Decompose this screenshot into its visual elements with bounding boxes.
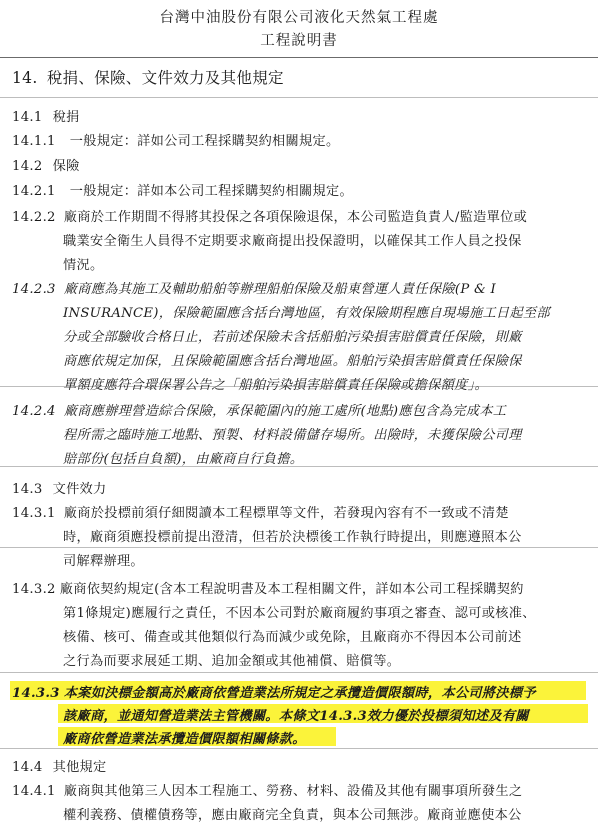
clause-continuation: 單額度應符合環保署公告之「船舶污染損害賠償責任保險或擔保額度」。	[63, 378, 488, 393]
clause-continuation: 賠部份(包括自負額)，由廠商自行負擔。	[63, 452, 304, 467]
clause-14-3-2: 14.3.2 廠商依契約規定(含本工程說明書及本工程相關文件，詳如本公司工程採購契約	[12, 582, 524, 597]
clause-continuation: 時，廠商須應投標前提出澄清，但若於決標後工作執行時提出，則應遵照本公	[63, 530, 522, 545]
clause-14-2-1: 14.2.1 一般規定：詳如本公司工程採購契約相關規定。	[12, 184, 353, 199]
clause-continuation: 權利義務、債權債務等，應由廠商完全負責，與本公司無涉。廠商並應使本公	[63, 808, 522, 823]
clause-14-1-1: 14.1.1 一般規定：詳如公司工程採購契約相關規定。	[12, 134, 340, 149]
subsection-heading-14-1: 14.1 稅捐	[12, 110, 80, 125]
clause-14-4-1: 14.4.1 廠商與其他第三人因本工程施工、勞務、材料、設備及其他有關事項所發生之	[12, 784, 523, 799]
section-title: 稅捐、保險、文件效力及其他規定	[46, 69, 284, 87]
header-rule	[0, 57, 598, 58]
clause-continuation: 程所需之臨時施工地點、預製、材料設備儲存場所。出險時，未獲保險公司理	[63, 428, 522, 443]
clause-continuation: INSURANCE)，保險範圍應含括台灣地區，有效保險期程應自現場施工日起至部	[63, 306, 550, 321]
separator	[0, 547, 598, 548]
subsection-heading-14-2: 14.2 保險	[12, 159, 80, 174]
clause-continuation: 職業安全衛生人員得不定期要求廠商提出投保證明，以確保其工作人員之投保	[63, 234, 522, 249]
clause-14-2-4: 14.2.4 廠商應辦理營造綜合保險，承保範圍內的施工處所(地點)應包含為完成本工	[12, 404, 507, 419]
clause-continuation: 商應依規定加保，且保險範圍應含括台灣地區。船舶污染損害賠償責任保險保	[63, 354, 522, 369]
subsection-heading-14-3: 14.3 文件效力	[12, 482, 107, 497]
clause-14-2-3: 14.2.3 廠商應為其施工及輔助船舶等辦理船舶保險及船東營運人責任保險(P & I	[12, 282, 497, 297]
clause-14-3-1: 14.3.1 廠商於投標前須仔細閱讀本工程標單等文件，若發現內容有不一致或不清楚	[12, 506, 509, 521]
clause-continuation: 分或全部驗收合格日止，若前述保險未含括船舶污染損害賠償責任保險，則廠	[63, 330, 522, 345]
clause-continuation: 核備、核可、備查或其他類似行為而減少或免除，且廠商亦不得因本公司前述	[63, 630, 522, 645]
clause-continuation: 廠商依營造業法承攬造價限額相關條款。	[63, 732, 306, 747]
clause-continuation: 該廠商，並通知營造業法主管機關。本條文14.3.3效力優於投標須知述及有關	[63, 709, 529, 724]
separator	[0, 97, 598, 98]
clause-continuation: 司解釋辦理。	[63, 554, 144, 569]
clause-14-2-2: 14.2.2 廠商於工作期間不得將其投保之各項保險退保，本公司監造負責人/監造單位或	[12, 210, 528, 225]
clause-14-3-3: 14.3.3 本案如決標金額高於廠商依營造業法所規定之承攬造價限額時，本公司將決標予	[12, 686, 536, 701]
separator	[0, 748, 598, 749]
clause-continuation: 情況。	[63, 258, 104, 273]
separator	[0, 672, 598, 673]
subsection-heading-14-4: 14.4 其他規定	[12, 760, 107, 775]
document-header-title: 工程說明書	[260, 33, 338, 49]
section-number: 14.	[12, 69, 38, 87]
clause-continuation: 之行為而要求展延工期、追加金額或其他補償、賠償等。	[63, 654, 401, 669]
clause-continuation: 第1條規定)應履行之責任，不因本公司對於廠商履約事項之審查、認可或核准、	[63, 606, 536, 621]
document-header-org: 台灣中油股份有限公司液化天然氣工程處	[159, 10, 439, 26]
section-heading	[12, 66, 284, 88]
